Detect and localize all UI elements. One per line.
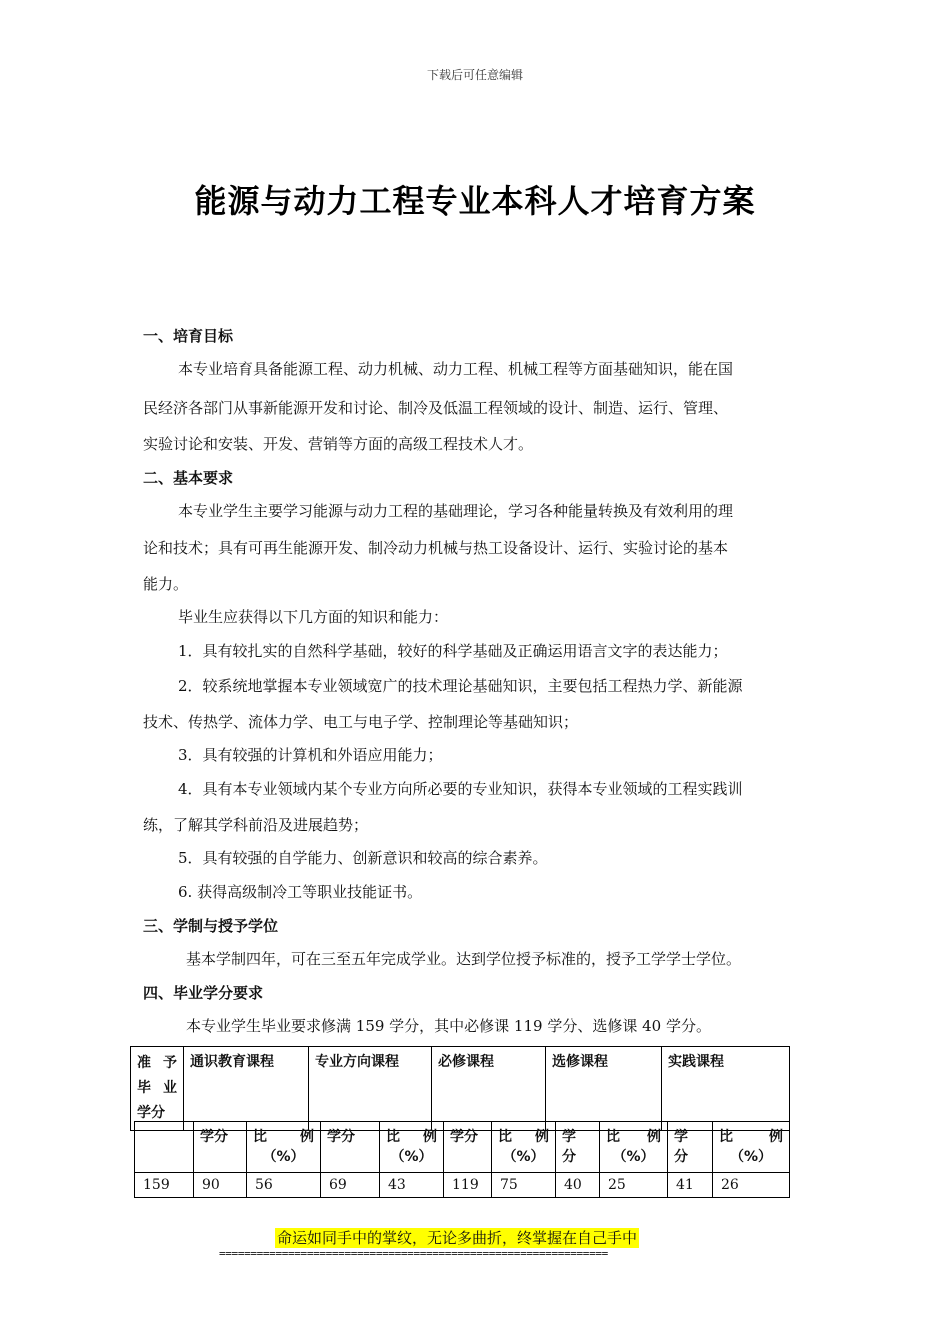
table-header-cell: 选修课程 (546, 1047, 662, 1131)
paragraph-line: 实验讨论和安装、开发、营销等方面的高级工程技术人才。 (143, 435, 534, 453)
list-item: 1．具有较扎实的自然科学基础，较好的科学基础及正确运用语言文字的表达能力； (178, 642, 728, 660)
section-heading-credits: 四、毕业学分要求 (143, 984, 264, 1002)
table-header-cell: 必修课程 (432, 1047, 546, 1131)
table-cell: 26 (713, 1173, 790, 1198)
table-cell: 75 (492, 1173, 556, 1198)
table-cell: 41 (668, 1173, 713, 1198)
document-title: 能源与动力工程专业本科人才培育方案 (194, 182, 756, 220)
list-item-continued: 技术、传热学、流体力学、电工与电子学、控制理论等基础知识； (143, 713, 579, 731)
list-item: 3．具有较强的计算机和外语应用能力； (178, 746, 443, 764)
list-item: 2．较系统地掌握本专业领域宽广的技术理论基础知识，主要包括工程热力学、新能源 (178, 677, 743, 695)
list-item: 6. 获得高级制冷工等职业技能证书。 (178, 883, 423, 901)
list-item: 4．具有本专业领域内某个专业方向所必要的专业知识，获得本专业领域的工程实践训 (178, 780, 743, 798)
table-subheader-ratio: 比 例 （%） (247, 1122, 321, 1173)
paragraph-line: 基本学制四年，可在三至五年完成学业。达到学位授予标准的，授予工学学士学位。 (186, 950, 742, 968)
table-cell: 43 (380, 1173, 444, 1198)
table-subheader-credit: 学 分 (668, 1122, 713, 1173)
table-cell: 56 (247, 1173, 321, 1198)
table-subheader-credit: 学分 (444, 1122, 492, 1173)
paragraph-line: 本专业学生毕业要求修满 159 学分，其中必修课 119 学分、选修课 40 学分。 (186, 1017, 711, 1035)
paragraph-line: 论和技术；具有可再生能源开发、制冷动力机械与热工设备设计、运行、实验讨论的基本 (143, 539, 729, 557)
footer-motto: 命运如同手中的掌纹，无论多曲折，终掌握在自己手中 (277, 1229, 638, 1247)
section-heading-degree: 三、学制与授予学位 (143, 917, 279, 935)
paragraph-line: 本专业学生主要学习能源与动力工程的基础理论，学习各种能量转换及有效利用的理 (178, 502, 734, 520)
table-cell: 119 (444, 1173, 492, 1198)
credit-table-header (130, 1046, 790, 1131)
paragraph-line: 本专业培育具备能源工程、动力机械、动力工程、机械工程等方面基础知识，能在国 (178, 360, 734, 378)
paragraph-line: 毕业生应获得以下几方面的知识和能力： (178, 608, 449, 626)
list-item-continued: 练，了解其学科前沿及进展趋势； (143, 816, 369, 834)
table-subheader-credit: 学分 (194, 1122, 247, 1173)
table-cell: 69 (321, 1173, 380, 1198)
paragraph-line: 能力。 (143, 575, 189, 593)
section-heading-requirements: 二、基本要求 (143, 469, 234, 487)
table-cell: 25 (600, 1173, 668, 1198)
table-subheader-ratio: 比 例 （%） (492, 1122, 556, 1173)
credit-table-body (134, 1121, 790, 1198)
table-header-cell: 专业方向课程 (309, 1047, 432, 1131)
table-header-cell: 准 予 毕 业 学分 (131, 1047, 184, 1131)
table-cell: 159 (135, 1173, 194, 1198)
table-header-cell: 通识教育课程 (184, 1047, 309, 1131)
table-subheader-ratio: 比 例 （%） (380, 1122, 444, 1173)
list-item: 5．具有较强的自学能力、创新意识和较高的综合素养。 (178, 849, 548, 867)
table-subheader-credit: 学 分 (556, 1122, 600, 1173)
table-header-cell: 实践课程 (662, 1047, 790, 1131)
footer-rule: ============================================================== (219, 1247, 608, 1260)
table-subheader-ratio: 比 例 （%） (713, 1122, 790, 1173)
table-subheader-credit: 学分 (321, 1122, 380, 1173)
table-cell (135, 1122, 194, 1173)
page-header: 下载后可任意编辑 (426, 68, 523, 82)
paragraph-line: 民经济各部门从事新能源开发和讨论、制冷及低温工程领域的设计、制造、运行、管理、 (143, 399, 729, 417)
table-subheader-ratio: 比 例 （%） (600, 1122, 668, 1173)
section-heading-goals: 一、培育目标 (143, 327, 234, 345)
table-cell: 90 (194, 1173, 247, 1198)
table-cell: 40 (556, 1173, 600, 1198)
